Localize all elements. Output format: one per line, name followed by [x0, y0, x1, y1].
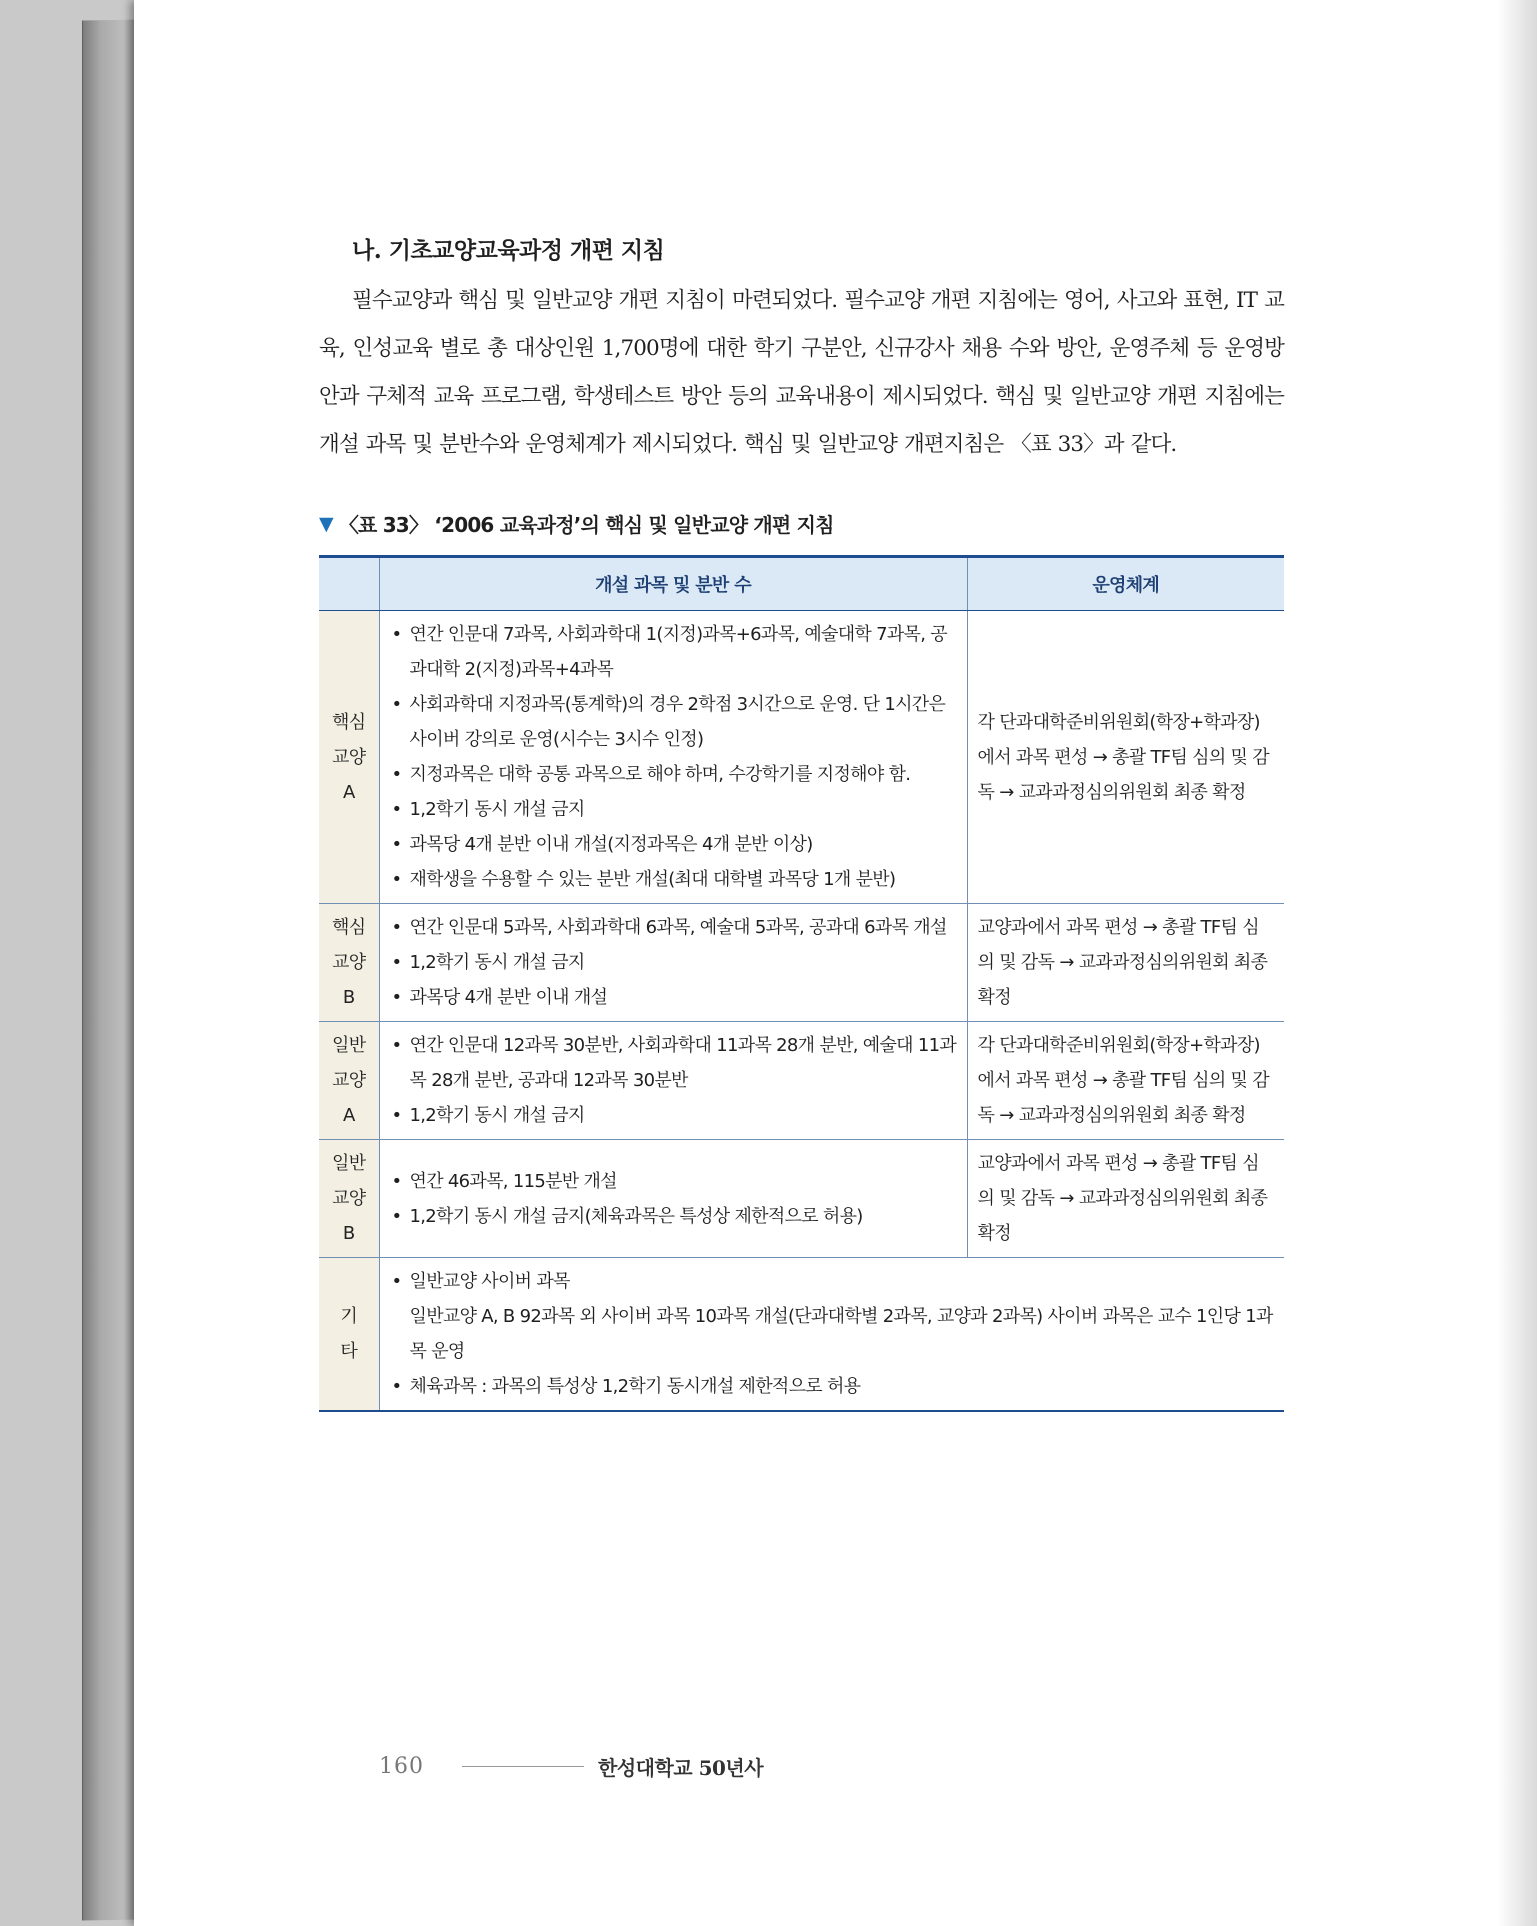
- table-row: [319, 611, 1284, 904]
- header-courses: 개설 과목 및 분반 수: [379, 557, 967, 611]
- table-caption-text: 〈표 33〉 ‘2006 교육과정’의 핵심 및 일반교양 개편 지침: [338, 513, 834, 537]
- row-label-line: B: [342, 987, 355, 1008]
- table-row: [319, 904, 1284, 1022]
- courses-cell: [379, 904, 967, 1022]
- row-label-line: A: [342, 1105, 355, 1126]
- document-page: [134, 0, 1537, 1926]
- list-item: • 연간 인문대 12과목 30분반, 사회과학대 11과목 28개 분반, 예술대 11과목 28개 분반, 공과대 12과목 30분반: [390, 1028, 957, 1098]
- row-label-line: 교양: [332, 952, 366, 973]
- page-footer: [379, 1752, 763, 1781]
- list-item: • 1,2학기 동시 개설 금지: [390, 792, 957, 827]
- header-operation: 운영체계: [967, 557, 1284, 611]
- table-header-row: [319, 557, 1284, 611]
- book-title: 한성대학교 50년사: [598, 1756, 764, 1780]
- operation-cell: 교양과에서 과목 편성 → 총괄 TF팀 심의 및 감독 → 교과과정심의위원회 최종 확정: [967, 1140, 1284, 1258]
- list-item: • 체육과목 : 과목의 특성상 1,2학기 동시개설 제한적으로 허용: [390, 1369, 1275, 1404]
- header-blank: [319, 557, 379, 611]
- list-item: • 과목당 4개 분반 이내 개설: [390, 980, 957, 1015]
- row-label-line: 교양: [332, 1188, 366, 1209]
- row-label-line: 핵심: [332, 711, 366, 733]
- row-label-line: 기: [340, 1306, 358, 1327]
- operation-cell: 각 단과대학준비위원회(학장+학과장)에서 과목 편성 → 총괄 TF팀 심의 및 감독 → 교과과정심의위원회 최종 확정: [967, 1022, 1284, 1140]
- row-label: [319, 1022, 379, 1140]
- operation-cell: 각 단과대학준비위원회(학장+학과장)에서 과목 편성 → 총괄 TF팀 심의 및 감독 → 교과과정심의위원회 최종 확정: [967, 611, 1284, 904]
- body-paragraph: 필수교양과 핵심 및 일반교양 개편 지침이 마련되었다. 필수교양 개편 지침에는 영어, 사고와 표현, IT 교육, 인성교육 별로 총 대상인원 1,700명에 대한 학기 구분안, 신규강사 채용 수와 방안, 운영주체 등 운영방안과 구체적 교육 프로그램, 학생테스트 방안 등의 교육내용이 제시되었다. 핵심 및 일반교양 개편 지침에는 개설 과목 및 분반수와 운영체계가 제시되었다. 핵심 및 일반교양 개편지침은 〈표 33〉과 같다.: [319, 288, 1284, 457]
- list-item: • 1,2학기 동시 개설 금지: [390, 945, 957, 980]
- table-caption: [319, 509, 1284, 538]
- operation-cell: 교양과에서 과목 편성 → 총괄 TF팀 심의 및 감독 → 교과과정심의위원회 최종 확정: [967, 904, 1284, 1022]
- row-label-line: 일반: [332, 1035, 366, 1056]
- table-row: [319, 1022, 1284, 1140]
- list-item: • 1,2학기 동시 개설 금지: [390, 1098, 957, 1133]
- row-label-line: 교양: [332, 746, 366, 768]
- row-label-line: A: [342, 781, 355, 803]
- guideline-table: [319, 555, 1284, 1412]
- list-item: • 과목당 4개 분반 이내 개설(지정과목은 4개 분반 이상): [390, 827, 957, 862]
- footer-rule: [462, 1766, 584, 1767]
- row-label: [319, 1258, 379, 1412]
- courses-cell: [379, 1140, 967, 1258]
- list-item: • 연간 46과목, 115분반 개설: [390, 1164, 957, 1199]
- row-label: [319, 611, 379, 904]
- page-number: 160: [379, 1754, 424, 1779]
- row-label-line: 일반: [332, 1153, 366, 1174]
- list-item: • 재학생을 수용할 수 있는 분반 개설(최대 대학별 과목당 1개 분반): [390, 862, 957, 897]
- list-item: • 연간 인문대 7과목, 사회과학대 1(지정)과목+6과목, 예술대학 7과목, 공과대학 2(지정)과목+4과목: [390, 617, 957, 687]
- row-label: [319, 1140, 379, 1258]
- table-row: [319, 1140, 1284, 1258]
- row-label-line: 타: [340, 1341, 358, 1362]
- table-row: [319, 1258, 1284, 1412]
- other-cell: [379, 1258, 1284, 1412]
- row-label: [319, 904, 379, 1022]
- list-item: • 연간 인문대 5과목, 사회과학대 6과목, 예술대 5과목, 공과대 6과목 개설: [390, 910, 957, 945]
- list-item-detail: 일반교양 A, B 92과목 외 사이버 과목 10과목 개설(단과대학별 2과목, 교양과 2과목) 사이버 과목은 교수 1인당 1과목 운영: [409, 1306, 1273, 1362]
- section-heading: 나. 기초교양교육과정 개편 지침: [352, 237, 665, 264]
- book-edge: [82, 19, 141, 1920]
- row-label-line: 핵심: [332, 917, 366, 938]
- courses-cell: [379, 1022, 967, 1140]
- list-item: • 지정과목은 대학 공통 과목으로 해야 하며, 수강학기를 지정해야 함.: [390, 757, 957, 792]
- list-item: • 1,2학기 동시 개설 금지(체육과목은 특성상 제한적으로 허용): [390, 1199, 957, 1234]
- row-label-line: B: [342, 1223, 355, 1244]
- row-label-line: 교양: [332, 1070, 366, 1091]
- list-item: • 일반교양 사이버 과목: [390, 1264, 1275, 1299]
- triangle-icon: ▼: [319, 512, 333, 535]
- courses-cell: [379, 611, 967, 904]
- list-item: • 사회과학대 지정과목(통계학)의 경우 2학점 3시간으로 운영. 단 1시간은 사이버 강의로 운영(시수는 3시수 인정): [390, 687, 957, 757]
- page-content: [319, 232, 1284, 1412]
